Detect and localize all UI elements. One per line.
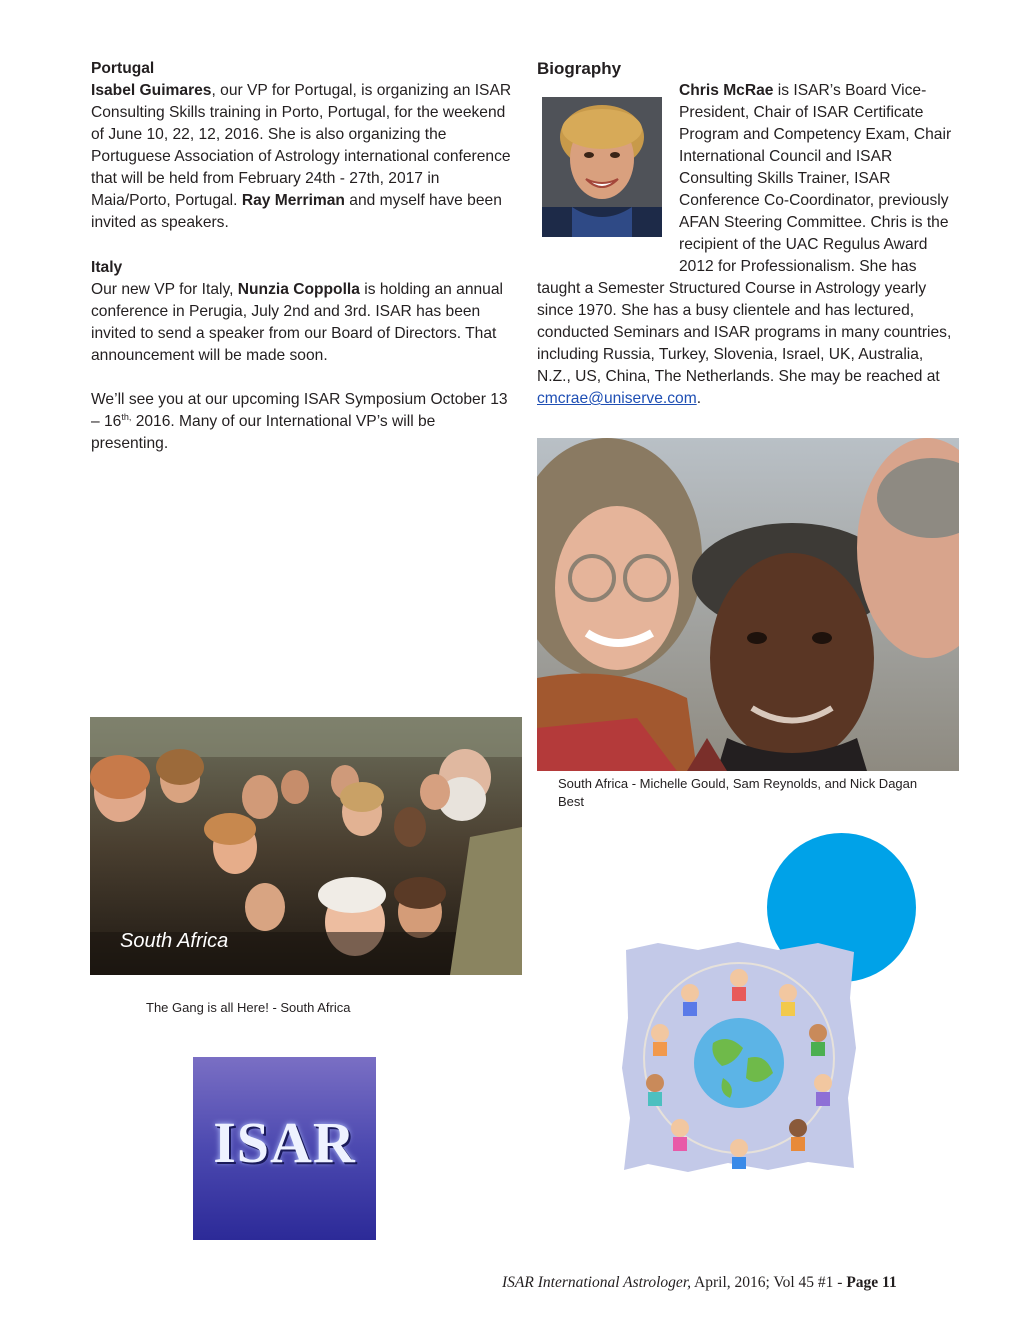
italy-paragraph (91, 279, 516, 367)
portugal-speaker-name: Ray Merriman (241, 192, 345, 209)
email-link[interactable]: cmcrae@uniserve.com (537, 390, 697, 407)
symposium-text-end: 2016. Many of our International VP’s will be presenting. (91, 413, 436, 452)
biography-paragraph (537, 80, 959, 410)
footer-publication: ISAR International Astrologer, (502, 1274, 692, 1291)
selfie-photo (537, 438, 959, 771)
biography-name: Chris McRae (679, 82, 774, 99)
italy-vp-name: Nunzia Coppolla (237, 281, 360, 298)
footer-page-number: Page 11 (846, 1274, 897, 1291)
italy-section (91, 257, 516, 367)
biography-text: is ISAR’s Board Vice-President, Chair of ISAR Certificate Program and Competency Exam, Chair International Council and ISAR Consulting Skills Trainer, ISAR Conference Co-Coordinator, previously AFAN Steering Committee. Chris is the recipient of the UAC Regulus Award 2012 for Professionalism. She has taught a Semester Structured Course in Astrology yearly since 1970. She has a busy clientele and has lectured, conducted Seminars and ISAR programs in many countries, including Russia, Turkey, Slovenia, Israel, UK, Australia, N.Z., US, China, The Netherlands. She may be reached at (537, 82, 952, 385)
group-photo (90, 717, 522, 975)
portugal-vp-name: Isabel Guimares (91, 82, 212, 99)
portugal-heading: Portugal (91, 60, 155, 77)
group-photo-overlay-label: South Africa (120, 930, 229, 952)
symposium-paragraph (91, 389, 516, 455)
portugal-text-end: and myself have been invited as speakers. (91, 192, 502, 231)
footer-issue: April, 2016; Vol 45 #1 - (691, 1274, 847, 1291)
page-footer (502, 1274, 897, 1292)
biography-text-end: . (696, 390, 702, 407)
portugal-paragraph (91, 80, 521, 234)
isar-logo (193, 1057, 376, 1240)
italy-text-end: is holding an annual conference in Perugia, July 2nd and 3rd. ISAR has been invited to send a speaker from our Board of Directors. That announcement will be made soon. (91, 281, 503, 364)
italy-heading: Italy (91, 259, 123, 276)
italy-text: Our new VP for Italy, (91, 281, 238, 298)
globe-image (618, 938, 860, 1178)
symposium-sup: th, (121, 411, 132, 422)
group-photo-caption: The Gang is all Here! - South Africa (146, 1000, 351, 1015)
portugal-section (91, 58, 521, 234)
selfie-caption: South Africa - Michelle Gould, Sam Reynolds, and Nick Dagan Best (558, 776, 918, 809)
selfie-photo-image (537, 438, 959, 771)
portrait-float-spacer (537, 80, 679, 272)
isar-logo-text: ISAR (213, 1110, 356, 1175)
children-globe-illustration (618, 938, 860, 1178)
symposium-text: We’ll see you at our upcoming ISAR Symposium October 13 – 16 (91, 391, 508, 430)
biography-heading: Biography (537, 59, 622, 78)
portugal-text: , our VP for Portugal, is organizing an ISAR Consulting Skills training in Porto, Portugal, for the weekend of June 10, 22, 12, 2016. She is also organizing the Portuguese Association of Astrology international conference that will be held from February 24th - 27th, 2017 in Maia/Porto, Portugal. (91, 82, 512, 209)
